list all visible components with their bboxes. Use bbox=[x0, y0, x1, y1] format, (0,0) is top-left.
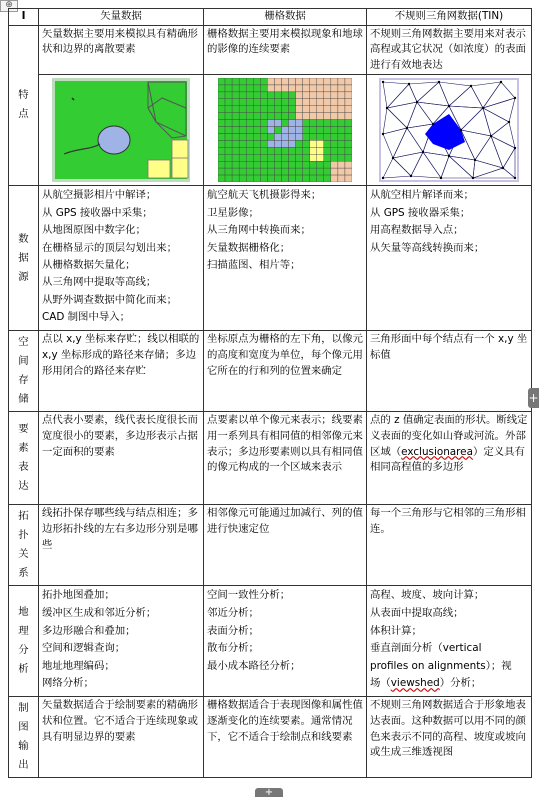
row-label-char: 扑 bbox=[18, 529, 29, 542]
header-tin: 不规则三角网数据(TIN) bbox=[367, 9, 532, 26]
source-item: 从 GPS 接收器采集； bbox=[370, 206, 471, 219]
output-tin: 不规则三角网数据适合于形象地表达表面。这种数据可以用不同的颜色来表示不同的高程、坡度或坡向或生成三维透视图 bbox=[367, 697, 532, 778]
vector-image-cell bbox=[39, 75, 204, 186]
row-label-char: 要 bbox=[18, 423, 29, 436]
exclusion-area-term: exclusionarea bbox=[401, 445, 473, 458]
raster-image-cell bbox=[204, 75, 367, 186]
row-label-sources bbox=[9, 186, 39, 331]
tin-image-cell bbox=[367, 75, 532, 186]
output-vector: 矢量数据适合于绘制要素的精确形状和位置。它不适合于连续现象或具有明显边界的要素 bbox=[39, 697, 204, 778]
row-topology bbox=[9, 505, 532, 586]
source-item: 航空航天飞机摄影得来； bbox=[207, 189, 322, 202]
row-label-char: 据 bbox=[18, 251, 29, 264]
analysis-item: 空间和逻辑查询； bbox=[42, 642, 126, 655]
analysis-item: profiles on alignments）；视 bbox=[370, 659, 512, 672]
representation-raster: 点要素以单个像元来表示；线要素用一系列具有相同值的相邻像元来表示；多边形要素则以具有相同值的像元构成的一个区域来表示 bbox=[204, 412, 367, 505]
analysis-item: 最小成本路径分析； bbox=[207, 659, 301, 672]
analysis-item: 体积计算； bbox=[370, 624, 422, 637]
source-item: 从 GPS 接收器中采集； bbox=[42, 206, 153, 219]
viewshed-suffix: ）分析； bbox=[439, 677, 482, 690]
header-corner: I bbox=[9, 9, 39, 26]
row-label-char: 系 bbox=[18, 567, 29, 580]
header-raster: 栅格数据 bbox=[204, 9, 367, 26]
analysis-item: 表面分析； bbox=[207, 624, 259, 637]
storage-vector: 点以 x,y 坐标来存贮；线以相联的 x,y 坐标形成的路径来存储；多边形用闭合的路径来存贮 bbox=[39, 331, 204, 412]
output-raster: 栅格数据适合于表现图像和属性值逐渐变化的连续要素。通常情况下，它不适合于绘制点和线要素 bbox=[204, 697, 367, 778]
add-column-handle[interactable]: + bbox=[528, 388, 539, 408]
row-output bbox=[9, 697, 532, 778]
row-label-storage bbox=[9, 331, 39, 412]
source-item: 扫描蓝图、相片等； bbox=[207, 259, 301, 271]
topology-vector: 线拓扑保存哪些线与结点相连；多边形拓扑线的左右多边形分别是哪些 bbox=[39, 505, 204, 586]
row-label-char: 点 bbox=[18, 108, 29, 121]
row-sources bbox=[9, 186, 532, 331]
representation-tin bbox=[367, 412, 532, 505]
sources-vector bbox=[39, 186, 204, 331]
source-item: 从三角网中提取等高线； bbox=[42, 276, 157, 289]
row-analysis bbox=[9, 586, 532, 697]
analysis-item: 散布分析； bbox=[207, 642, 259, 655]
source-item: 卫星影像； bbox=[207, 206, 259, 219]
source-item: 用高程数据导入点； bbox=[370, 224, 464, 237]
row-images bbox=[9, 75, 532, 186]
row-label-char: 输 bbox=[18, 740, 29, 753]
table-move-handle[interactable]: ⊕ bbox=[0, 0, 18, 12]
row-label-features bbox=[9, 25, 39, 186]
features-raster: 栅格数据主要用来模拟现象和地球的影像的连续要素 bbox=[204, 25, 367, 75]
header-row bbox=[9, 9, 532, 26]
source-item: 从地图原图中数字化； bbox=[42, 224, 146, 237]
features-vector: 矢量数据主要用来模拟具有精确形状和边界的离散要素 bbox=[39, 25, 204, 75]
vector-map-image bbox=[52, 78, 190, 182]
viewshed-term: viewshed bbox=[390, 677, 440, 690]
representation-tin-text-a: 点的 z 值确定表面的形状。断线定义表面的变化如山脊或河流。外部区域（ bbox=[370, 414, 528, 458]
source-item: 从航空摄影相片中解译； bbox=[42, 189, 157, 202]
analysis-item: 空间一致性分析； bbox=[207, 589, 291, 602]
analysis-item: 垂直剖面分析（vertical bbox=[370, 642, 482, 655]
row-label-char: 数 bbox=[18, 232, 29, 245]
analysis-item: 从表面中提取高线； bbox=[370, 606, 464, 619]
row-features bbox=[9, 25, 532, 75]
row-label-char: 分 bbox=[18, 644, 29, 657]
source-item: 从栅格数据矢量化； bbox=[42, 259, 136, 271]
row-label-char: 存 bbox=[18, 374, 29, 387]
row-label-analysis bbox=[9, 586, 39, 697]
row-label-char: 出 bbox=[18, 759, 29, 772]
analysis-vector bbox=[39, 586, 204, 697]
source-item: 从野外调查数据中简化而来； bbox=[42, 293, 178, 306]
storage-tin: 三角形面中每个结点有一个 x,y 坐标值 bbox=[367, 331, 532, 412]
analysis-tin bbox=[367, 586, 532, 697]
source-item: 在栅格显示的顶层勾划出来； bbox=[42, 241, 178, 254]
header-vector: 矢量数据 bbox=[39, 9, 204, 26]
row-label-output bbox=[9, 697, 39, 778]
topology-tin: 每一个三角形与它相邻的三角形相连。 bbox=[367, 505, 532, 586]
row-label-char: 空 bbox=[18, 336, 29, 349]
analysis-raster bbox=[204, 586, 367, 697]
analysis-item: 缓冲区生成和邻近分析； bbox=[42, 606, 157, 619]
row-label-char: 间 bbox=[18, 355, 29, 368]
row-label-char: 储 bbox=[18, 393, 29, 406]
analysis-item bbox=[370, 675, 528, 693]
row-label-topology bbox=[9, 505, 39, 586]
row-label-char: 源 bbox=[18, 270, 29, 283]
row-label-char: 特 bbox=[18, 89, 29, 102]
row-label-char: 制 bbox=[18, 702, 29, 715]
analysis-item: 邻近分析； bbox=[207, 606, 259, 619]
representation-tin-text-b: ）定义具有相同高程值的多边形 bbox=[370, 445, 525, 474]
analysis-item: 拓扑地图叠加； bbox=[42, 589, 115, 602]
raster-grid-image bbox=[218, 78, 352, 182]
row-label-char: 理 bbox=[18, 625, 29, 638]
source-item: CAD 制图中导入； bbox=[42, 311, 131, 324]
analysis-item: 高程、坡度、坡向计算； bbox=[370, 589, 485, 602]
row-label-char: 析 bbox=[18, 663, 29, 676]
add-row-handle[interactable]: + bbox=[255, 788, 283, 797]
row-label-char: 关 bbox=[18, 548, 29, 561]
topology-raster: 相邻像元可能通过加减行、列的值进行快速定位 bbox=[204, 505, 367, 586]
row-label-char: 图 bbox=[18, 721, 29, 734]
row-label-char: 拓 bbox=[18, 510, 29, 523]
sources-tin bbox=[367, 186, 532, 331]
features-tin: 不规则三角网数据主要用来对表示高程或其它状况（如浓度）的表面进行有效地表达 bbox=[367, 25, 532, 75]
source-item: 从航空相片解译而来； bbox=[370, 189, 474, 202]
row-label-char: 表 bbox=[18, 461, 29, 474]
sources-raster bbox=[204, 186, 367, 331]
row-storage bbox=[9, 331, 532, 412]
row-label-char: 素 bbox=[18, 442, 29, 455]
analysis-item: 网络分析； bbox=[42, 677, 94, 690]
source-item: 从三角网中转换而来； bbox=[207, 224, 311, 237]
representation-vector: 点代表小要素，线代表长度很长而宽度很小的要素，多边形表示占据一定面积的要素 bbox=[39, 412, 204, 505]
analysis-item: 多边形融合和叠加； bbox=[42, 624, 136, 637]
row-representation bbox=[9, 412, 532, 505]
comparison-table bbox=[8, 8, 532, 778]
row-label-char: 地 bbox=[18, 606, 29, 619]
analysis-item: 地址地理编码； bbox=[42, 659, 115, 672]
source-item: 矢量数据栅格化； bbox=[207, 241, 291, 254]
viewshed-prefix: 场（ bbox=[370, 677, 391, 690]
row-label-char: 达 bbox=[18, 480, 29, 493]
storage-raster: 坐标原点为栅格的左下角，以像元的高度和宽度为单位，每个像元用它所在的行和列的位置来确定 bbox=[204, 331, 367, 412]
tin-mesh-image bbox=[379, 78, 519, 182]
row-label-representation bbox=[9, 412, 39, 505]
source-item: 从矢量等高线转换而来； bbox=[370, 241, 485, 254]
